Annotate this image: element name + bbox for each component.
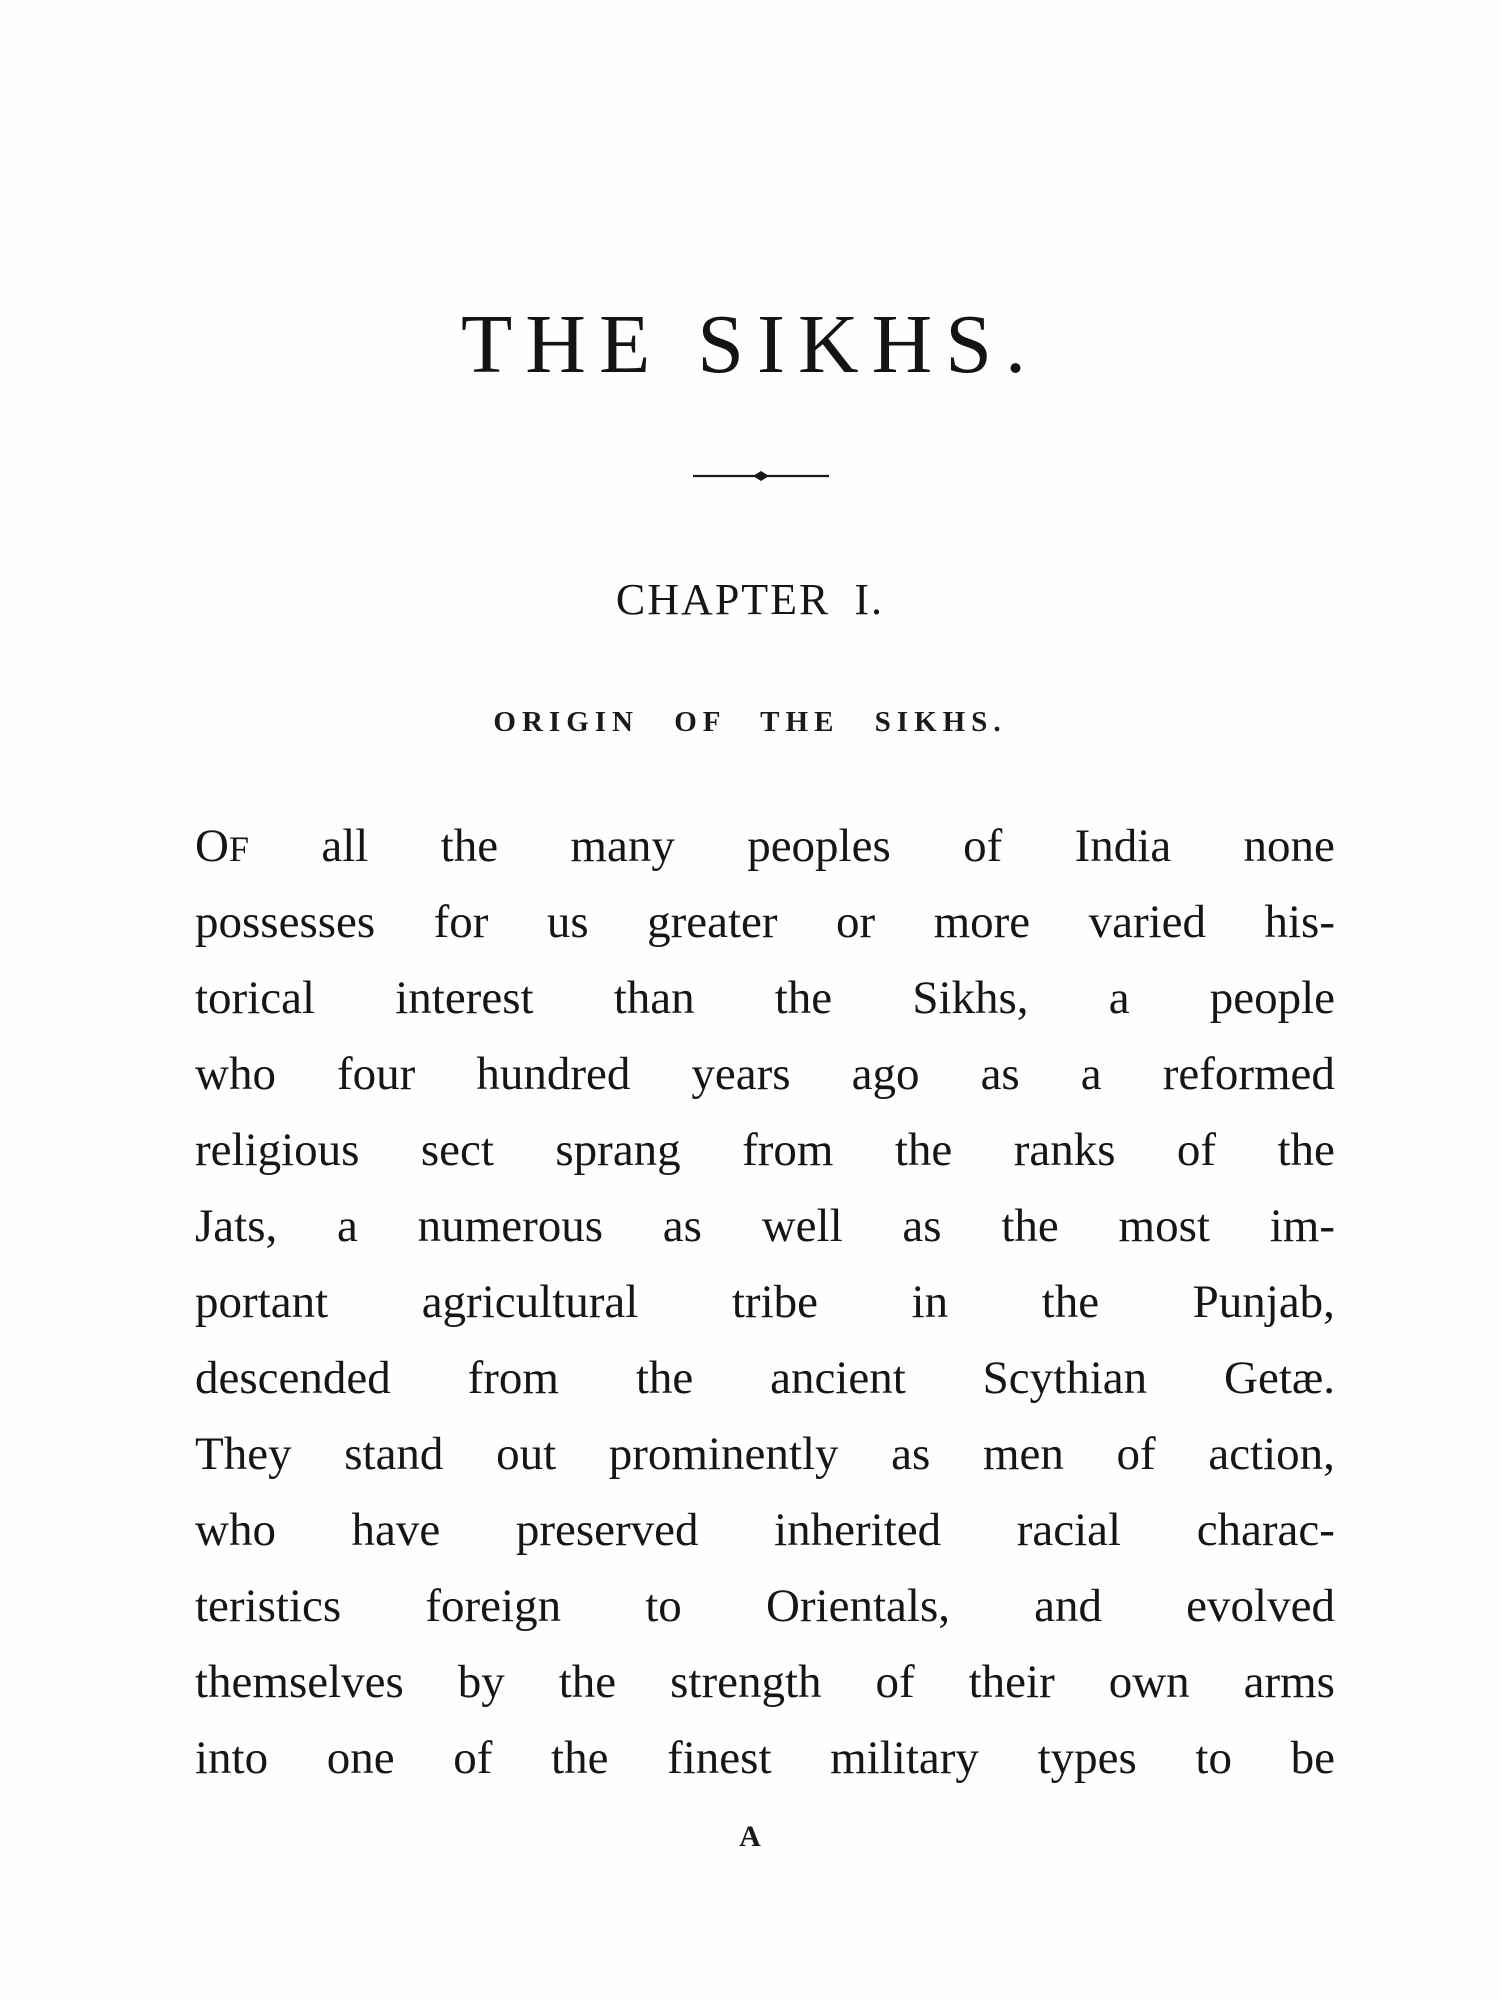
word: numerous (417, 1200, 604, 1252)
word: as (891, 1428, 931, 1480)
word: from (467, 1352, 559, 1404)
word: ranks (1013, 1124, 1116, 1176)
word: They (195, 1428, 292, 1480)
word: action, (1208, 1428, 1335, 1480)
word: by (457, 1656, 505, 1708)
word: charac- (1196, 1504, 1335, 1556)
word: tribe (731, 1276, 818, 1328)
text-line (195, 1492, 1335, 1568)
word: of (1116, 1428, 1156, 1480)
word: as (662, 1200, 702, 1252)
word: Jats, (195, 1200, 278, 1252)
word: ancient (770, 1352, 906, 1404)
word: the (894, 1124, 953, 1176)
text-line (195, 1264, 1335, 1340)
word: own (1108, 1656, 1190, 1708)
chapter-subtitle: ORIGIN OF THE SIKHS. (493, 706, 1007, 738)
word: sprang (555, 1124, 681, 1176)
text-line (195, 808, 1335, 884)
word: well (761, 1200, 843, 1252)
word: preserved (515, 1504, 699, 1556)
word: teristics (195, 1580, 342, 1632)
word: many (570, 820, 675, 872)
word: most (1118, 1200, 1210, 1252)
body-paragraph (195, 808, 1335, 1796)
word: the (635, 1352, 694, 1404)
word: Orientals, (765, 1580, 950, 1632)
text-line (195, 1340, 1335, 1416)
word: India (1074, 820, 1172, 872)
word: be (1290, 1732, 1335, 1784)
word: religious (195, 1124, 360, 1176)
word: military (830, 1732, 979, 1784)
word: hundred (476, 1048, 631, 1100)
word: and (1034, 1580, 1103, 1632)
word: one (326, 1732, 395, 1784)
word: Getæ. (1224, 1352, 1335, 1404)
word: a (337, 1200, 358, 1252)
text-line (195, 960, 1335, 1036)
word: his- (1264, 896, 1335, 948)
book-title: THE SIKHS. (460, 298, 1039, 391)
word: us (546, 896, 589, 948)
word: Punjab, (1192, 1276, 1335, 1328)
word: of (963, 820, 1003, 872)
word: descended (195, 1352, 391, 1404)
word: arms (1243, 1656, 1335, 1708)
signature-mark: A (739, 1820, 761, 1853)
word: the (774, 972, 833, 1024)
word: than (613, 972, 695, 1024)
word: stand (344, 1428, 444, 1480)
text-line (195, 1644, 1335, 1720)
word: agricultural (421, 1276, 639, 1328)
chapter-heading (0, 575, 1500, 624)
word: people (1209, 972, 1335, 1024)
word: or (836, 896, 876, 948)
word: evolved (1186, 1580, 1335, 1632)
word: Scythian (982, 1352, 1148, 1404)
text-line (195, 1036, 1335, 1112)
word: into (195, 1732, 269, 1784)
word: torical (195, 972, 316, 1024)
word: all (321, 820, 369, 872)
word: foreign (425, 1580, 562, 1632)
word: strength (670, 1656, 822, 1708)
word: finest (667, 1732, 772, 1784)
word: to (645, 1580, 682, 1632)
word: the (1001, 1200, 1059, 1252)
word: racial (1016, 1504, 1122, 1556)
word: a (1108, 972, 1130, 1024)
text-line (195, 1568, 1335, 1644)
word: inherited (774, 1504, 942, 1556)
word: greater (647, 896, 778, 948)
word: four (337, 1048, 416, 1100)
word: varied (1088, 896, 1207, 948)
word: the (440, 820, 499, 872)
word: who (195, 1048, 276, 1100)
word: interest (395, 972, 534, 1024)
word: in (911, 1276, 949, 1328)
word: the (1277, 1124, 1335, 1176)
word: reformed (1162, 1048, 1335, 1100)
word: the (1041, 1276, 1100, 1328)
chapter-numeral: I. (854, 575, 885, 624)
word: peoples (747, 820, 891, 872)
text-line (195, 1416, 1335, 1492)
word: as (902, 1200, 942, 1252)
ornament-divider (693, 468, 829, 484)
text-line (195, 1188, 1335, 1264)
word: as (980, 1048, 1020, 1100)
word: types (1037, 1732, 1137, 1784)
word: of (875, 1656, 915, 1708)
word: out (496, 1428, 557, 1480)
word: men (982, 1428, 1064, 1480)
text-line (195, 1720, 1335, 1796)
word: im- (1269, 1200, 1335, 1252)
text-line (195, 1112, 1335, 1188)
word: their (968, 1656, 1055, 1708)
word: sect (420, 1124, 494, 1176)
word: from (742, 1124, 834, 1176)
word: for (433, 896, 489, 948)
chapter-label: CHAPTER (615, 575, 831, 624)
word: OF (195, 820, 249, 872)
word: to (1195, 1732, 1232, 1784)
word: have (351, 1504, 441, 1556)
word: who (195, 1504, 276, 1556)
text-line (195, 884, 1335, 960)
word: possesses (195, 896, 376, 948)
word: of (453, 1732, 493, 1784)
word: of (1176, 1124, 1217, 1176)
word: years (691, 1048, 791, 1100)
word: Sikhs, (912, 972, 1029, 1024)
word: the (558, 1656, 617, 1708)
word: themselves (195, 1656, 404, 1708)
word: portant (195, 1276, 329, 1328)
word: prominently (608, 1428, 839, 1480)
word: a (1080, 1048, 1102, 1100)
word: ago (851, 1048, 920, 1100)
word: more (933, 896, 1031, 948)
word: none (1243, 820, 1335, 872)
word: the (551, 1732, 609, 1784)
